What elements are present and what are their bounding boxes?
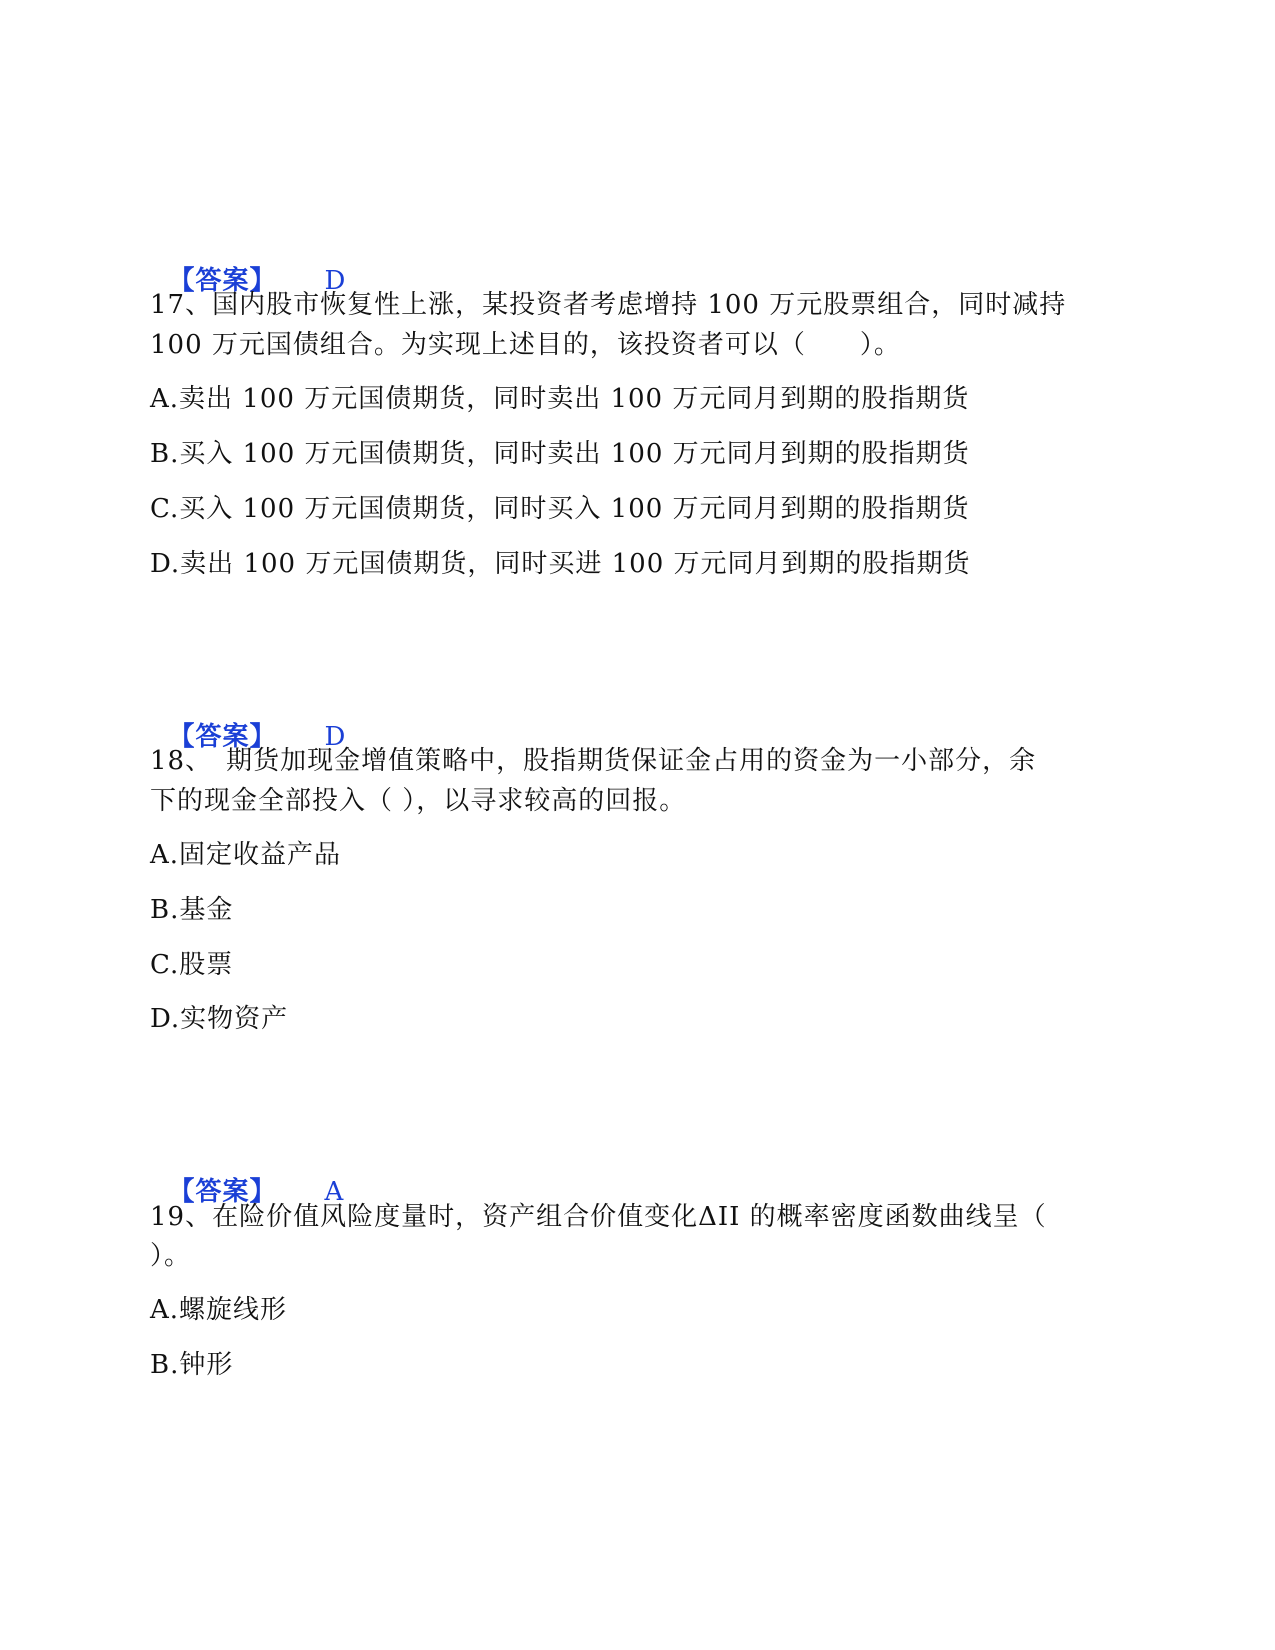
answer-line bbox=[150, 1147, 344, 1207]
question-18-option-d: D.实物资产 bbox=[150, 1004, 289, 1034]
question-18-text-line2: 下的现金全部投入（ ），以寻求较高的回报。 bbox=[150, 786, 687, 816]
answer-value: D bbox=[324, 266, 347, 296]
answer-value: D bbox=[324, 722, 347, 752]
question-18-option-c: C.股票 bbox=[150, 950, 234, 980]
question-17-text-line1: 17、国内股市恢复性上涨，某投资者考虑增持 100 万元股票组合，同时减持 bbox=[150, 290, 1067, 320]
question-17-text-line2: 100 万元国债组合。为实现上述目的，该投资者可以（ ）。 bbox=[150, 330, 901, 360]
question-17-option-c: C.买入 100 万元国债期货，同时买入 100 万元同月到期的股指期货 bbox=[150, 494, 970, 524]
question-18-option-b: B.基金 bbox=[150, 895, 234, 925]
question-17-option-b: B.买入 100 万元国债期货，同时卖出 100 万元同月到期的股指期货 bbox=[150, 439, 970, 469]
question-19-text-line1: 19、在险价值风险度量时，资产组合价值变化ΔII 的概率密度函数曲线呈（ bbox=[150, 1202, 1047, 1232]
question-19-text-line2: ）。 bbox=[150, 1241, 192, 1271]
answer-line bbox=[150, 236, 346, 296]
question-17-option-d: D.卖出 100 万元国债期货，同时买进 100 万元同月到期的股指期货 bbox=[150, 549, 971, 579]
answer-label: 【答案】 bbox=[168, 266, 277, 296]
answer-label: 【答案】 bbox=[168, 1177, 277, 1207]
answer-value: A bbox=[324, 1177, 345, 1207]
answer-label: 【答案】 bbox=[168, 722, 277, 752]
question-18-option-a: A.固定收益产品 bbox=[150, 840, 342, 870]
answer-line bbox=[150, 692, 346, 752]
question-19-option-b: B.钟形 bbox=[150, 1350, 234, 1380]
question-19-option-a: A.螺旋线形 bbox=[150, 1295, 288, 1325]
question-17-option-a: A.卖出 100 万元国债期货，同时卖出 100 万元同月到期的股指期货 bbox=[150, 384, 970, 414]
question-18-text-line1: 18、 期货加现金增值策略中，股指期货保证金占用的资金为一小部分，余 bbox=[150, 746, 1037, 776]
